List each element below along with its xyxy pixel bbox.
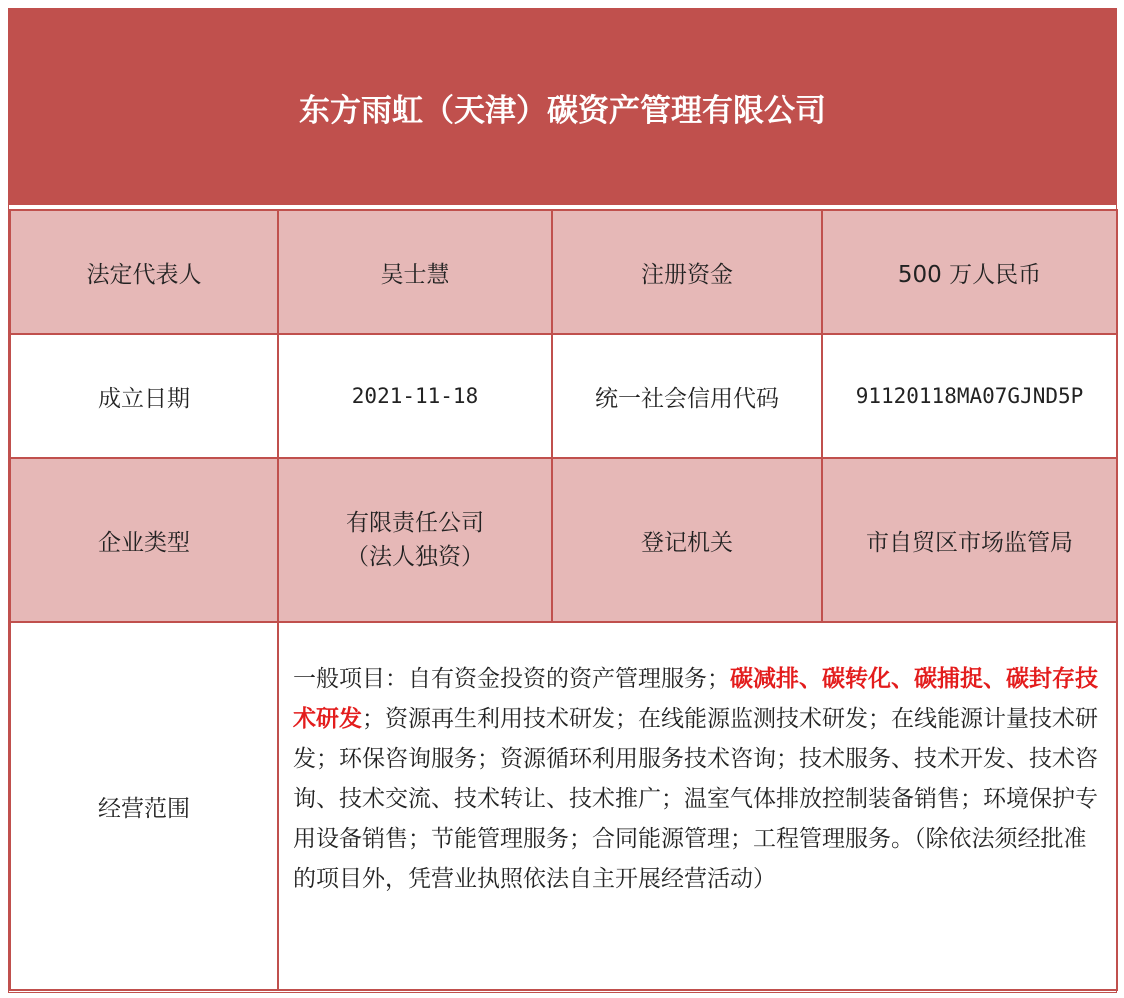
credit-code-label: 统一社会信用代码	[552, 334, 822, 458]
registrar-value: 市自贸区市场监管局	[822, 458, 1117, 622]
table-row	[10, 210, 1117, 334]
capital-value: 500 万人民币	[822, 210, 1117, 334]
company-type-label: 企业类型	[10, 458, 278, 622]
scope-text-after: ；资源再生利用技术研发；在线能源监测技术研发；在线能源计量技术研发；环保咨询服务；资源循环利用服务技术咨询；技术服务、技术开发、技术咨询、技术交流、技术转让、技术推广；温室气体排放控制装备销售；环境保护专用设备销售；节能管理服务；合同能源管理；工程管理服务。（除依法须经批准的项目外，凭营业执照依法自主开展经营活动）	[293, 706, 1098, 892]
company-info-table	[9, 209, 1118, 991]
scope-value	[278, 622, 1117, 990]
founded-value: 2021-11-18	[278, 334, 552, 458]
scope-text-before: 一般项目：自有资金投资的资产管理服务；	[293, 666, 730, 692]
company-type-value	[278, 458, 552, 622]
legal-rep-label: 法定代表人	[10, 210, 278, 334]
table-row	[10, 334, 1117, 458]
scope-label: 经营范围	[10, 622, 278, 990]
company-title: 东方雨虹（天津）碳资产管理有限公司	[9, 9, 1116, 205]
company-type-line1: 有限责任公司	[346, 510, 484, 536]
company-type-line2: （法人独资）	[346, 544, 484, 570]
table-row	[10, 458, 1117, 622]
table-row	[10, 622, 1117, 990]
founded-label: 成立日期	[10, 334, 278, 458]
credit-code-value: 91120118MA07GJND5P	[822, 334, 1117, 458]
registrar-label: 登记机关	[552, 458, 822, 622]
company-info-card	[8, 8, 1117, 993]
scope-highlight: 碳减排、碳转化、碳捕捉、碳封存技术研发	[293, 666, 1098, 732]
capital-label: 注册资金	[552, 210, 822, 334]
legal-rep-value: 吴士慧	[278, 210, 552, 334]
